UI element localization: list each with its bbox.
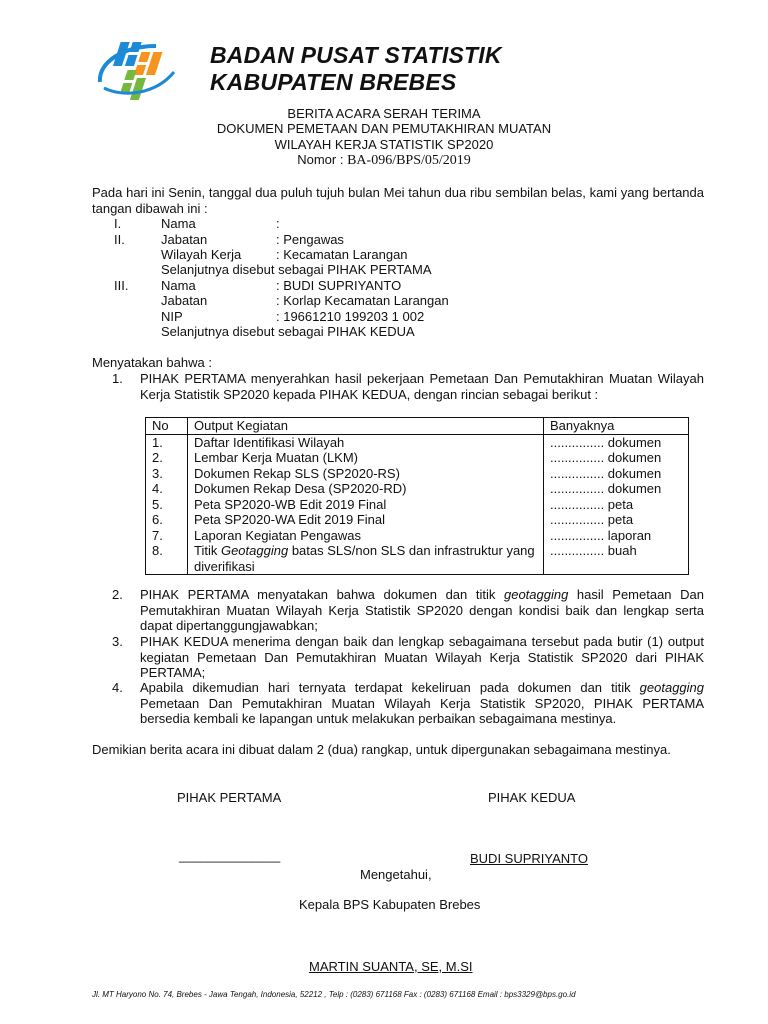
item-3-text: PIHAK KEDUA menerima dengan baik dan lengkap sebagaimana tersebut pada butir (1) output kegiatan Pemetaan Dan Pemutakhiran Muatan Wilayah Kerja Statistik SP2020 dari PIHAK PERTAMA; <box>140 634 704 680</box>
table-row <box>146 466 689 482</box>
party-2-wk-label: Wilayah Kerja <box>161 247 242 262</box>
item-1-num: 1. <box>112 371 123 386</box>
org-name: BADAN PUSAT STATISTIK <box>210 42 502 68</box>
table-row <box>146 481 689 497</box>
col-header-output: Output Kegiatan <box>188 418 544 435</box>
cell-output: Peta SP2020-WB Edit 2019 Final <box>188 497 544 513</box>
cell-no: 7. <box>146 528 188 544</box>
cell-qty: ............... dokumen <box>544 481 689 497</box>
party-3-jabatan-label: Jabatan <box>161 293 208 308</box>
party-3-nama-value: : BUDI SUPRIYANTO <box>276 278 402 293</box>
party-2-num: II. <box>114 232 125 247</box>
cell-qty: ............... dokumen <box>544 450 689 466</box>
cell-output: Laporan Kegiatan Pengawas <box>188 528 544 544</box>
nomor-label: Nomor : <box>297 152 344 167</box>
table-row <box>146 450 689 466</box>
closing-paragraph: Demikian berita acara ini dibuat dalam 2 (dua) rangkap, untuk dipergunakan sebagaimana mestinya. <box>92 742 671 757</box>
footer-address: Jl. MT Haryono No. 74, Brebes - Jawa Tengah, Indonesia, 52212 , Telp : (0283) 671168 Fax : (0283) 671168 Email : bps3329@bps.go.id <box>92 990 576 999</box>
party-2-wk-value: : Kecamatan Larangan <box>276 247 408 262</box>
head-title: Kepala BPS Kabupaten Brebes <box>299 897 481 912</box>
col-header-no: No <box>146 418 188 435</box>
party-3-nip-label: NIP <box>161 309 183 324</box>
item-2-text: PIHAK PERTAMA menyatakan bahwa dokumen dan titik geotagging hasil Pemetaan Dan Pemutakhiran Muatan Wilayah Kerja Statistik SP2020 dengan kondisi baik dan lengkap serta dapat dipertanggungjawabkan; <box>140 587 704 633</box>
cell-qty: ............... buah <box>544 543 689 575</box>
doc-number <box>0 152 768 169</box>
cell-no: 8. <box>146 543 188 575</box>
item-4-num: 4. <box>112 680 123 695</box>
party-3-nama-label: Nama <box>161 278 196 293</box>
bps-logo-icon <box>94 38 180 102</box>
party-3-jabatan-value: : Korlap Kecamatan Larangan <box>276 293 449 308</box>
statement-heading: Menyatakan bahwa : <box>92 355 212 370</box>
output-table <box>145 417 689 575</box>
party-2-note: Selanjutnya disebut sebagai PIHAK PERTAMA <box>161 262 432 277</box>
doc-subtitle-2: WILAYAH KERJA STATISTIK SP2020 <box>274 137 494 152</box>
col-header-qty: Banyaknya <box>544 418 689 435</box>
party-2-jabatan-value: : Pengawas <box>276 232 344 247</box>
signature-right-label: PIHAK KEDUA <box>488 790 576 805</box>
org-subname: KABUPATEN BREBES <box>210 69 457 95</box>
cell-qty: ............... dokumen <box>544 466 689 482</box>
party-1-nama-label: Nama <box>161 216 196 231</box>
table-row <box>146 512 689 528</box>
signature-left-label: PIHAK PERTAMA <box>177 790 282 805</box>
item-1-text: PIHAK PERTAMA menyerahkan hasil pekerjaan Pemetaan Dan Pemutakhiran Muatan Wilayah Kerja Statistik SP2020 kepada PIHAK KEDUA, dengan rincian sebagai berikut : <box>140 371 704 402</box>
item-4-text: Apabila dikemudian hari ternyata terdapat kekeliruan pada dokumen dan titik geotagging Pemetaan Dan Pemutakhiran Muatan Wilayah Kerja Statistik SP2020, PIHAK PERTAMA bersedia kembali ke lapangan untuk melakukan perbaikan sebagaimana mestinya. <box>140 680 704 726</box>
cell-no: 5. <box>146 497 188 513</box>
cell-no: 4. <box>146 481 188 497</box>
cell-qty: ............... peta <box>544 512 689 528</box>
cell-qty: ............... laporan <box>544 528 689 544</box>
party-1-num: I. <box>114 216 122 231</box>
cell-output: Dokumen Rekap SLS (SP2020-RS) <box>188 466 544 482</box>
signature-left-name: ______________ <box>179 848 281 863</box>
party-3-nip-value: : 19661210 199203 1 002 <box>276 309 425 324</box>
cell-no: 6. <box>146 512 188 528</box>
cell-output: Peta SP2020-WA Edit 2019 Final <box>188 512 544 528</box>
item-3-num: 3. <box>112 634 123 649</box>
party-3-note: Selanjutnya disebut sebagai PIHAK KEDUA <box>161 324 415 339</box>
item-2-num: 2. <box>112 587 123 602</box>
nomor-value: BA-096/BPS/05/2019 <box>347 153 471 168</box>
cell-no: 3. <box>146 466 188 482</box>
table-row <box>146 543 689 575</box>
doc-title: BERITA ACARA SERAH TERIMA <box>287 106 481 121</box>
table-row <box>146 434 689 450</box>
intro-paragraph: Pada hari ini Senin, tanggal dua puluh tujuh bulan Mei tahun dua ribu sembilan belas, kami yang bertanda tangan dibawah ini : <box>92 185 704 216</box>
doc-subtitle: DOKUMEN PEMETAAN DAN PEMUTAKHIRAN MUATAN <box>216 121 552 136</box>
party-2-jabatan-label: Jabatan <box>161 232 208 247</box>
table-header-row <box>146 418 689 435</box>
acknowledged-label: Mengetahui, <box>360 867 432 882</box>
head-name: MARTIN SUANTA, SE, M.SI <box>309 959 473 974</box>
cell-qty: ............... peta <box>544 497 689 513</box>
cell-output: Dokumen Rekap Desa (SP2020-RD) <box>188 481 544 497</box>
cell-no: 2. <box>146 450 188 466</box>
signature-right-name: BUDI SUPRIYANTO <box>470 851 588 866</box>
cell-output: Lembar Kerja Muatan (LKM) <box>188 450 544 466</box>
party-1-nama-value: : <box>276 216 280 231</box>
cell-output: Titik Geotagging batas SLS/non SLS dan infrastruktur yang diverifikasi <box>188 543 544 575</box>
cell-no: 1. <box>146 434 188 450</box>
cell-qty: ............... dokumen <box>544 434 689 450</box>
table-row <box>146 497 689 513</box>
party-3-num: III. <box>114 278 129 293</box>
cell-output: Daftar Identifikasi Wilayah <box>188 434 544 450</box>
table-row <box>146 528 689 544</box>
